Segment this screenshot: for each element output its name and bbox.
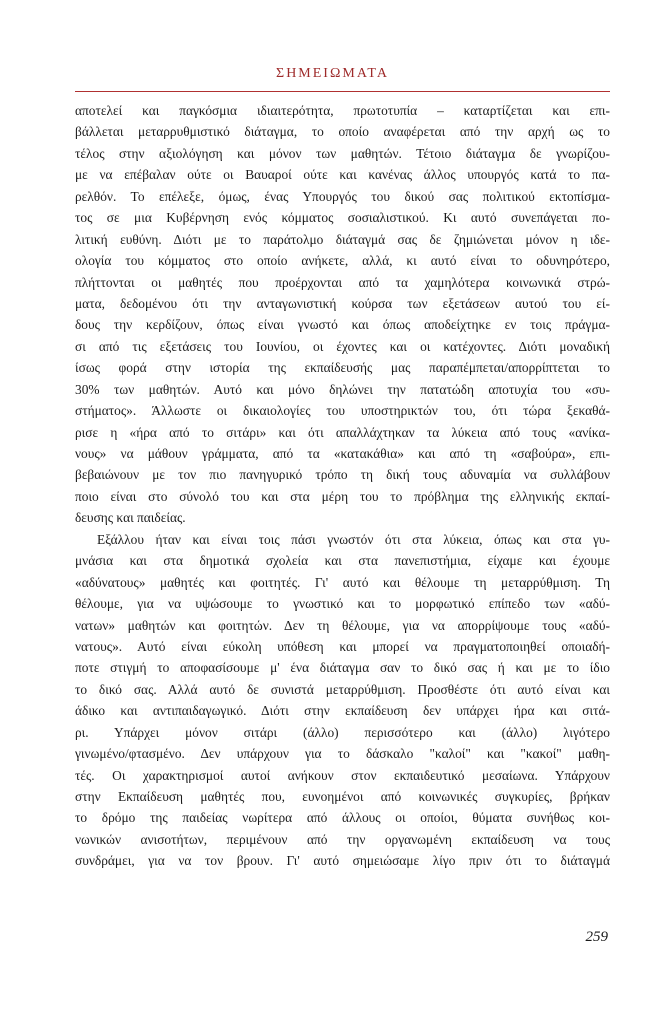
header-rule	[75, 91, 610, 92]
text-line: το δικό σας. Αλλά αυτό δε συνιστά μεταρρύθμιση. Προσθέστε ότι αυτό είναι και	[75, 681, 610, 697]
text-line: στήματος». Άλλωστε οι δικαιολογίες του υποστηρικτών του, ότι τώρα ξεκαθά-	[75, 403, 610, 419]
text-line: νατων» μαθητών και φοιτητών. Δεν τη θέλουμε, για να απορρίψουμε τους «αδύ-	[75, 617, 610, 633]
text-line: «αδύνατους» μαθητές και φοιτητές. Γι' αυτό και θέλουμε τη μεταρρύθμιση. Τη	[75, 574, 610, 590]
text-line: ματα, δεδομένου ότι την ανταγωνιστική κούρσα των εξετάσεων αυτού του εί-	[75, 295, 610, 311]
text-line: ποτε στιγμή το αποφασίσουμε μ' ένα διάταγμα σαν το δικό σας ή και με το ίδιο	[75, 660, 610, 676]
text-line: με να επέβαλαν ούτε οι Βαυαροί ούτε και κανένας άλλος υπουργός κατά το πα-	[75, 167, 610, 183]
text-line: αποτελεί και παγκόσμια ιδιαιτερότητα, πρωτοτυπία – καταρτίζεται και επι-	[75, 103, 610, 118]
text-line: νωνικών ανισοτήτων, περιμένουν από την οργανωμένη εκπαίδευση να τους	[75, 831, 610, 847]
text-line: ρελθόν. Το επέλεξε, όμως, ένας Υπουργός του δικού σας πολιτικού εκτοπίσμα-	[75, 188, 610, 204]
text-line: τος σε μια Κυβέρνηση ενός κόμματος σοσιαλιστικού. Κι αυτό συνεπάγεται πο-	[75, 210, 610, 226]
text-line: άδικο και αντιπαιδαγωγικό. Διότι στην εκπαίδευση δεν υπάρχει ήρα και σιτά-	[75, 703, 610, 719]
running-header: ΣΗΜΕΙΩΜΑΤΑ	[276, 66, 389, 81]
text-line: μνάσια και στα δημοτικά σχολεία και στα πανεπιστήμια, είχαμε και έχουμε	[75, 553, 610, 569]
text-line: ρισε η «ήρα από το σιτάρι» και ότι απαλλάχτηκαν τα λύκεια από τους «ανίκα-	[75, 424, 610, 440]
text-line: το δρόμο της παιδείας νωρίτερα από άλλους οι οποίοι, θύματα συνήθως κοι-	[75, 810, 610, 826]
text-line: 30% των μαθητών. Αυτό και μόνο δηλώνει την πατατώδη αποτυχία του «συ-	[75, 381, 610, 397]
page-number: 259	[585, 929, 608, 945]
text-line: νατους». Αυτό είναι εύκολη υπόθεση και μπορεί να πραγματοποιηθεί οποιαδή-	[75, 638, 610, 654]
text-line: στην Εκπαίδευση μαθητές που, ευνοημένοι από κοινωνικές συγκυρίες, βρήκαν	[75, 789, 610, 804]
text-line: ρι. Υπάρχει μόνον σιτάρι (άλλο) περισσότερο και (άλλο) λιγότερο	[75, 724, 610, 740]
text-line: βεβαιώνουν με τον πιο πανηγυρικό τρόπο τη δική τους αδυναμία να συλλάβουν	[75, 467, 610, 483]
text-line: δευσης και παιδείας.	[75, 510, 186, 526]
text-line: τέλος στην αξιολόγηση και μόνον των μαθητών. Τέτοιο διάταγμα δε γνωρίζου-	[75, 145, 610, 161]
text-line: τές. Οι χαρακτηρισμοί αυτοί ανήκουν στον εκπαιδευτικό μεσαίωνα. Υπάρχουν	[75, 767, 610, 783]
paragraph-1	[75, 100, 610, 529]
text-line: ολογία του κόμματος στο οποίο ανήκετε, αλλά, κι αυτό είναι το οδυνηρότερο,	[75, 253, 610, 269]
text-line: συνδράμει, για να τον βρουν. Γι' αυτό σημειώσαμε λίγο πριν ότι το διάταγμά	[75, 853, 610, 869]
text-line: θέλουμε, για να υψώσουμε το γνωστικό και το μορφωτικό επίπεδο των «αδύ-	[75, 596, 610, 612]
text-body	[75, 100, 610, 872]
text-line: Εξάλλου ήταν και είναι τοις πάσι γνωστόν ότι στα λύκεια, όπως και στα γυ-	[97, 531, 610, 547]
text-line: γινωμένο/φτασμένο. Δεν υπάρχουν για το δάσκαλο "καλοί" και "κακοί" μαθη-	[75, 746, 610, 762]
text-line: ίσως φορά στην ιστορία της εκπαίδευσής μας παραπέμπεται/απορρίπτεται το	[75, 360, 610, 376]
paragraph-2	[75, 529, 610, 872]
text-line: σι από τις εξετάσεις του Ιουνίου, οι έχοντες και οι κατέχοντες. Διότι μοναδική	[75, 338, 610, 354]
text-line: λιτική ευθύνη. Διότι με το παράτολμο διάταγμά σας δε ζημιώνεται μόνον η ιδε-	[75, 231, 610, 247]
text-line: δους την κερδίζουν, όπως είναι γνωστό και όπως αποδείχτηκε εν τοις πράγμα-	[75, 317, 610, 333]
text-line: πλήττονται οι μαθητές που προέρχονται από τα χαμηλότερα κοινωνικά στρώ-	[75, 274, 610, 290]
text-line: ποιο είναι στο σύνολό του και στα μέρη του το πρόβλημα της ελληνικής εκπαί-	[75, 488, 610, 504]
text-line: βάλλεται μεταρρυθμιστικό διάταγμα, το οποίο αναφέρεται από την αρχή ως το	[75, 124, 610, 140]
text-line: νους» να μάθουν γράμματα, από τα «κατακάθια» και από τη «σαβούρα», επι-	[75, 446, 610, 461]
